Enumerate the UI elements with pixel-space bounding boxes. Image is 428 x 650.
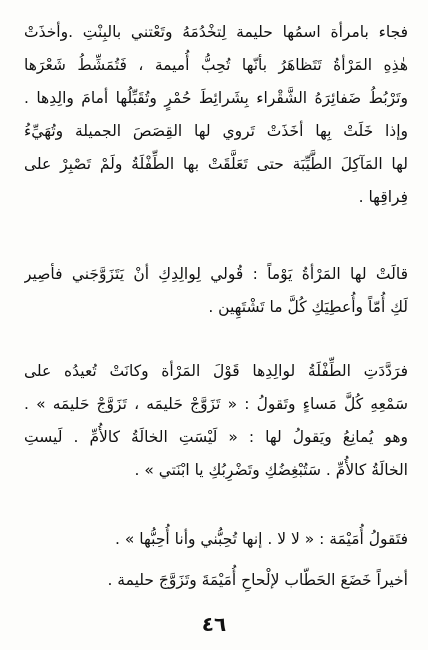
text-line: لها المَآكِلَ الطَّيِّبَة حتى تَعَلَّقَتْ بها الطِّفْلَةُ ولَمْ تَصْبِرْ على — [24, 155, 408, 173]
paragraph-2 — [24, 258, 408, 324]
paragraph-1 — [24, 16, 408, 214]
text-line: فجاء بامرأة اسمُها حليمة لِتخْدُمَهُ وتَعْتني بالبِنْتِ .وأخذَتْ — [24, 23, 408, 41]
text-line: فِراقِها . — [358, 188, 408, 206]
text-line: لَكِ أُمّاً وأُعطِيَكِ كُلَّ ما تَشْتَهِين . — [208, 298, 408, 316]
paragraph-4 — [24, 523, 408, 556]
text-line: فرَدَّدَتِ الطِّفْلَةُ لوالِدِها قَوْلَ المَرْأة وكانَتْ تُعيدُه على — [24, 362, 408, 380]
text-line: فتَقولُ أُمَيْمَة : « لا لا . إنها تُحِبُّني وأنا أُحِبُّها » . — [115, 530, 408, 548]
text-line: وإذا خَلَتْ بِها أخَذَتْ تَروي لها القِصَصَ الجميلة وتُهَيِّءُ — [24, 122, 408, 140]
paragraph-5 — [24, 564, 408, 597]
text-line: أخيراً خَضَعَ الحَطّاب لإلْحاحِ أُمَيْمَةَ وتَزَوَّجَ حليمة . — [107, 571, 408, 589]
page-number: ٤٦ — [201, 612, 227, 636]
paragraph-3 — [24, 355, 408, 487]
text-line: وتَرْبُطُ ضَفائِرَهُ الشَّقْراء بِشَرائِطَ حُمْرٍ وتُقَبِّلُها أمامَ والِدِها . — [24, 89, 408, 107]
text-line: هٰذِهِ المَرْأةُ تَتَظاهَرُ بأنّها تُحِبُّ أُميمة ، فَتُمَشِّطُ شَعْرَها — [24, 56, 408, 74]
text-line: الخالَةُ كالأُمِّ . سَتُبْغِضُكِ وتَضْرِبُكِ يا ابْنَتي » . — [134, 461, 408, 479]
text-line: قالَتْ لها المَرْأةُ يَوْماً : قُولي لِوالِدِكِ أنْ يَتَزَوَّجَني فأصِير — [24, 265, 408, 283]
text-line: سَمْعِهِ كُلَّ مَساءٍ وتَقولُ : « تَزَوَّجْ حَليمَه ، تَزَوَّجْ حَليمَه » . — [24, 395, 408, 413]
text-line: وهو يُمانِعُ ويَقولُ لها : « لَيْسَتِ الخالَةُ كالأُمِّ . لَيستِ — [24, 428, 408, 446]
